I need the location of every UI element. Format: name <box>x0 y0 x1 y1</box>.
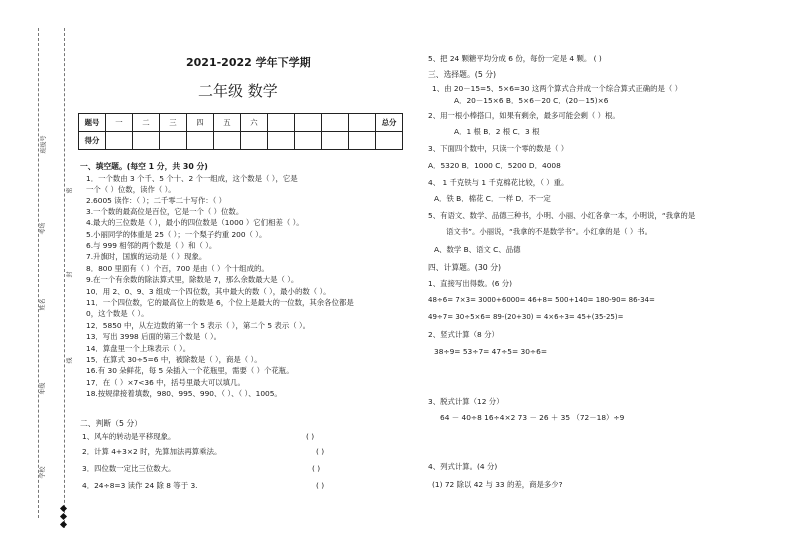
judge-item-5: 5、把 24 颗糖平均分成 6 份，每份一定是 4 颗。 ( ) <box>428 54 602 63</box>
score-input-cell[interactable] <box>214 132 241 150</box>
choice-question: 2、用一根小棒搭口，如果有剩余，最多可能会剩（ ）根。 <box>428 111 620 120</box>
score-input-cell[interactable] <box>187 132 214 150</box>
calc-row: 38÷9= 53÷7= 47÷5= 30÷6= <box>434 347 548 356</box>
fill-line: 18.按规律接着填数，980、995、990、（ ）、（ ）、1005。 <box>86 389 282 398</box>
calc-subtitle: 1、直接写出得数。(6 分) <box>428 279 513 288</box>
score-cell-total: 总分 <box>376 114 403 132</box>
section-2-title: 二、判断（5 分） <box>80 419 143 428</box>
score-cell <box>268 114 295 132</box>
fill-line: 6.与 999 相邻的两个数是（ ）和（ ）。 <box>86 241 217 250</box>
judge-paren[interactable]: ( ) <box>306 432 315 441</box>
page-title: 2021-2022 学年下学期 <box>186 56 311 69</box>
judge-paren[interactable]: ( ) <box>312 464 321 473</box>
fill-line: 5.小丽同学的体重是 25（ ）；一个梨子约重 200（ ）。 <box>86 230 267 239</box>
score-input-cell[interactable] <box>106 132 133 150</box>
score-table <box>78 113 403 150</box>
judge-item: 1、风车的转动是平移现象。 <box>82 432 176 441</box>
calc-subtitle: 2、竖式计算（8 分） <box>428 330 499 339</box>
fill-line: 11．一个四位数，它的最高位上的数是 6，个位上是最大的一位数，其余各位都是 <box>86 298 354 307</box>
side-label-name: 姓名 <box>39 298 47 311</box>
fill-line: 2.6005 读作：（ ）；二千零二十写作：（ ） <box>86 196 227 205</box>
diamond-mark <box>60 513 67 520</box>
calc-row: 48÷6= 7×3= 3000+6000= 46+8= 500+140= 180-90= 86-34= <box>428 296 655 304</box>
fill-line: 9.在一个有余数的除法算式里，除数是 7，那么余数最大是（ ）。 <box>86 275 299 284</box>
fill-line: 一个（ ）位数，读作（ ）。 <box>86 185 176 194</box>
score-cell <box>295 114 322 132</box>
binding-line-outer <box>38 28 39 518</box>
score-table-header-row <box>79 114 403 132</box>
fill-line: 3.一个数的最高位是百位，它是一个（ ）位数。 <box>86 207 244 216</box>
fill-line: 16.有 30 朵鲜花，每 5 朵插入一个花瓶里，需要（ ）个花瓶。 <box>86 366 294 375</box>
score-input-cell[interactable] <box>133 132 160 150</box>
fill-line: 8．800 里面有（ ）个百，700 是由（ ）个十组成的。 <box>86 264 269 273</box>
score-table-score-row <box>79 132 403 150</box>
score-input-cell[interactable] <box>160 132 187 150</box>
section-3-title: 三、选择题。(5 分) <box>428 70 497 79</box>
calc-row: 64 － 40÷8 16÷4×2 73 － 26 ＋ 35 （72－18）÷9 <box>440 413 625 422</box>
score-input-cell[interactable] <box>349 132 376 150</box>
fill-line: 17．在（ ）×7<36 中，括号里最大可以填几。 <box>86 378 245 387</box>
score-input-cell[interactable] <box>322 132 349 150</box>
side-label-room: 考场 <box>39 222 47 235</box>
page-subtitle: 二年级 数学 <box>198 82 278 100</box>
choice-options: A、数学 B、语文 C、品德 <box>434 245 521 254</box>
judge-paren[interactable]: ( ) <box>316 481 325 490</box>
seal-char-feng: 封 <box>66 271 74 278</box>
fill-line: 10．用 2、0、9、3 组成一个四位数，其中最大的数（ ），最小的数（ ）。 <box>86 287 331 296</box>
calc-row: (1) 72 除以 42 与 33 的差，商是多少? <box>432 480 563 489</box>
calc-row: 49÷7= 30÷5×6= 89-(20+30) = 4×6÷3= 45+(35-25)= <box>428 313 624 321</box>
score-input-cell[interactable] <box>295 132 322 150</box>
judge-paren[interactable]: ( ) <box>316 447 325 456</box>
fill-line: 4.最大的三位数是（ ），最小的四位数是（1000 ）它们相差（ ）。 <box>86 218 304 227</box>
score-cell <box>349 114 376 132</box>
choice-question: 5、有语文、数学、品德三种书，小明、小丽、小红各拿一本，小明说，“我拿的是 <box>428 211 696 220</box>
seal-char-mi: 密 <box>66 187 74 194</box>
score-cell: 六 <box>241 114 268 132</box>
choice-options: A．20－15×6 B．5×6－20 C．(20－15)×6 <box>454 96 609 105</box>
fill-line: 1．一个数由 3 个千、5 个十、2 个一组成，这个数是（ ），它是 <box>86 174 298 183</box>
side-label-grade: 年级 <box>39 382 47 395</box>
score-cell: 得分 <box>79 132 106 150</box>
score-cell: 二 <box>133 114 160 132</box>
section-4-title: 四、计算题。(30 分) <box>428 263 502 272</box>
choice-options: A．1 根 B．2 根 C．3 根 <box>454 127 540 136</box>
score-input-cell[interactable] <box>268 132 295 150</box>
fill-line: 13．写出 3998 后面的第三个数是（ ）。 <box>86 332 222 341</box>
calc-subtitle: 3、脱式计算（12 分） <box>428 397 504 406</box>
choice-options: A．5320 B．1000 C．5200 D．4008 <box>428 161 561 170</box>
fill-line: 7.升旗时，国旗的运动是（ ）现象。 <box>86 252 207 261</box>
judge-item: 4．24÷8=3 读作 24 除 8 等于 3. <box>82 481 198 490</box>
score-input-cell[interactable] <box>376 132 403 150</box>
side-label-school: 学校 <box>39 466 47 479</box>
score-cell: 题号 <box>79 114 106 132</box>
judge-item: 2．计算 4+3×2 时，先算加法再算乘法。 <box>82 447 222 456</box>
calc-subtitle: 4、列式计算。(4 分) <box>428 462 498 471</box>
fill-line: 12．5850 中，从左边数的第一个 5 表示（ ），第二个 5 表示（ ）。 <box>86 321 311 330</box>
side-label-class: 班级号 <box>40 135 48 154</box>
fill-line: 0，这个数是（ ）。 <box>86 309 149 318</box>
score-cell: 五 <box>214 114 241 132</box>
diamond-mark <box>60 521 67 528</box>
score-cell: 三 <box>160 114 187 132</box>
fill-line: 14．算盘里一个上珠表示（ ）。 <box>86 344 191 353</box>
choice-question: 4、 1 千克铁与 1 千克棉花比较，（ ）重。 <box>428 178 569 187</box>
score-cell: 一 <box>106 114 133 132</box>
score-input-cell[interactable] <box>241 132 268 150</box>
score-cell: 四 <box>187 114 214 132</box>
choice-question: 3、下面四个数中，只读一个零的数是（ ） <box>428 144 569 153</box>
diamond-mark <box>60 505 67 512</box>
judge-item: 3．四位数一定比三位数大。 <box>82 464 176 473</box>
section-1-title: 一、填空题。(每空 1 分，共 30 分) <box>80 162 208 171</box>
score-cell <box>322 114 349 132</box>
choice-question: 1、由 20－15=5、5×6=30 这两个算式合并成一个综合算式正确的是（ ） <box>432 84 683 93</box>
choice-question: 语文书”。小丽说，“我拿的不是数学书”。小红拿的是（ ）书。 <box>446 227 652 236</box>
binding-line-inner <box>64 28 65 528</box>
choice-options: A．铁 B．棉花 C．一样 D．不一定 <box>434 194 551 203</box>
fill-line: 15．在算式 30÷5=6 中，被除数是（ ），商是（ ）。 <box>86 355 262 364</box>
seal-char-xian: 线 <box>66 357 74 364</box>
